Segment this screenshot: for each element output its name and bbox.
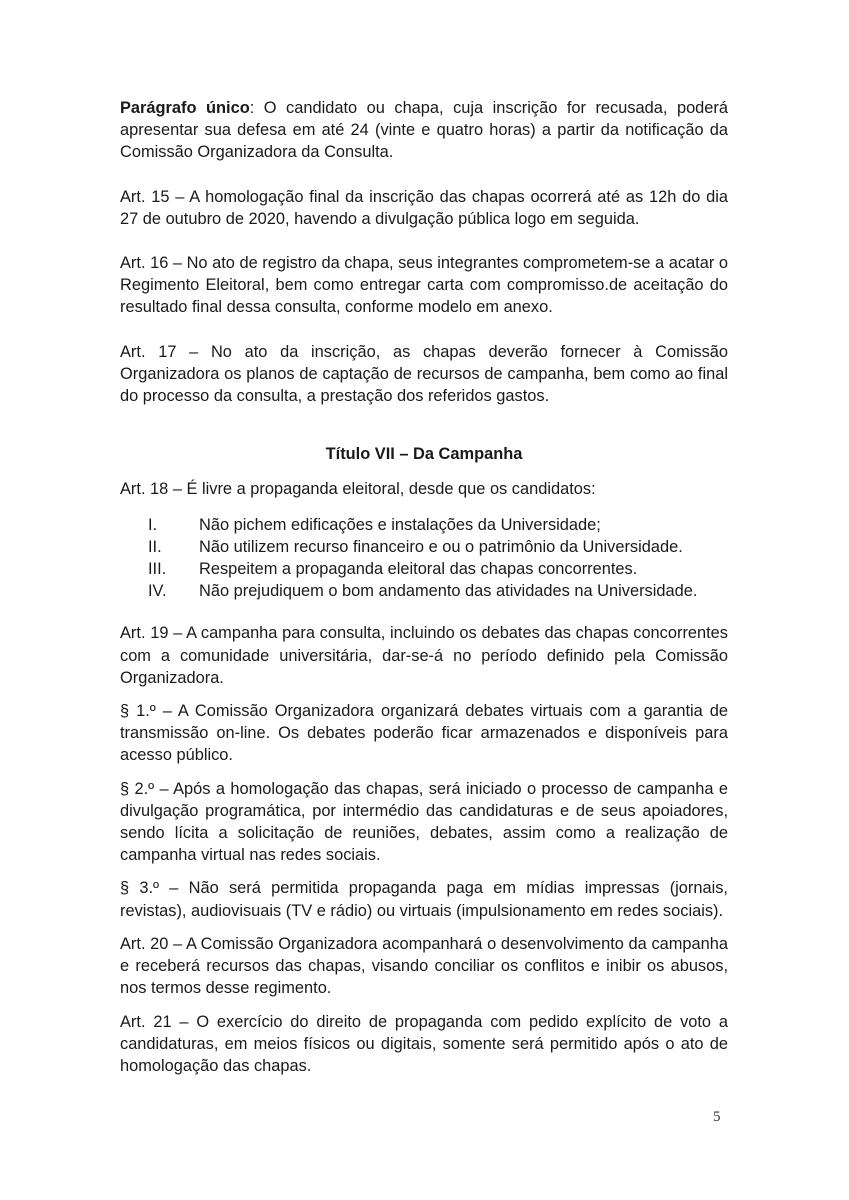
- section-title: Título VII – Da Campanha: [325, 445, 523, 464]
- article-20: Art. 20 – A Comissão Organizadora acompanhará o desenvolvimento da campanha e receberá recursos das chapas, visando conciliar os conflitos e inibir os abusos, nos termos desse regimento.: [120, 934, 728, 998]
- paragrafo-unico-text: : O candidato ou chapa, cuja inscrição for recusada, poderá apresentar sua defesa em até 24 (vinte e quatro horas) a partir da notificação da Comissão Organizadora da Consulta.: [120, 99, 728, 162]
- list-item-text: Não prejudiquem o bom andamento das atividades na Universidade.: [199, 582, 698, 601]
- list-item-number: II.: [148, 537, 162, 556]
- list-item-number: III.: [148, 560, 167, 579]
- list-item: [120, 514, 728, 536]
- list-item: [120, 558, 728, 580]
- article-19: Art. 19 – A campanha para consulta, incluindo os debates das chapas concorrentes com a comunidade universitária, dar-se-á no período definido pela Comissão Organizadora.: [120, 624, 728, 687]
- list-item-number: I.: [148, 515, 158, 534]
- article-19-paragraph-1: § 1.º – A Comissão Organizadora organizará debates virtuais com a garantia de transmissão on-line. Os debates poderão ficar armazenados e disponíveis para acesso público.: [120, 702, 728, 765]
- list-item-text: Não utilizem recurso financeiro e ou o patrimônio da Universidade.: [199, 537, 683, 556]
- article-19-paragraph-3: § 3.º – Não será permitida propaganda paga em mídias impressas (jornais, revistas), audiovisuais (TV e rádio) ou virtuais (impulsionamento em redes sociais).: [120, 879, 728, 920]
- document-page: [120, 97, 728, 1077]
- page-number: 5: [713, 1109, 721, 1125]
- article-16: Art. 16 – No ato de registro da chapa, seus integrantes comprometem-se a acatar o Regimento Eleitoral, bem como entregar carta com compromisso.de aceitação do resultado final dessa consulta, conforme modelo em anexo.: [120, 254, 728, 317]
- article-17: Art. 17 – No ato da inscrição, as chapas deverão fornecer à Comissão Organizadora os planos de captação de recursos de campanha, bem como ao final do processo da consulta, a prestação dos referidos gastos.: [120, 342, 728, 406]
- article-15: Art. 15 – A homologação final da inscrição das chapas ocorrerá até as 12h do dia 27 de outubro de 2020, havendo a divulgação pública logo em seguida.: [120, 187, 728, 228]
- paragrafo-unico-label: Parágrafo único: [120, 99, 250, 117]
- list-item-text: Não pichem edificações e instalações da Universidade;: [199, 515, 601, 534]
- list-item-number: IV.: [148, 582, 167, 601]
- article-21: Art. 21 – O exercício do direito de propaganda com pedido explícito de voto a candidaturas, em meios físicos ou digitais, somente será permitido após o ato de homologação das chapas.: [120, 1012, 728, 1075]
- article-18-list: [120, 514, 728, 603]
- list-item-text: Respeitem a propaganda eleitoral das chapas concorrentes.: [199, 560, 638, 579]
- paragrafo-unico: [120, 97, 728, 164]
- article-18-intro: Art. 18 – É livre a propaganda eleitoral, desde que os candidatos:: [120, 480, 596, 499]
- list-item: [120, 580, 728, 602]
- article-19-paragraph-2: § 2.º – Após a homologação das chapas, será iniciado o processo de campanha e divulgação programática, por intermédio das candidaturas e de seus apoiadores, sendo lícita a solicitação de reuniões, debates, assim como a realização de campanha virtual nas redes sociais.: [120, 779, 728, 865]
- list-item: [120, 536, 728, 558]
